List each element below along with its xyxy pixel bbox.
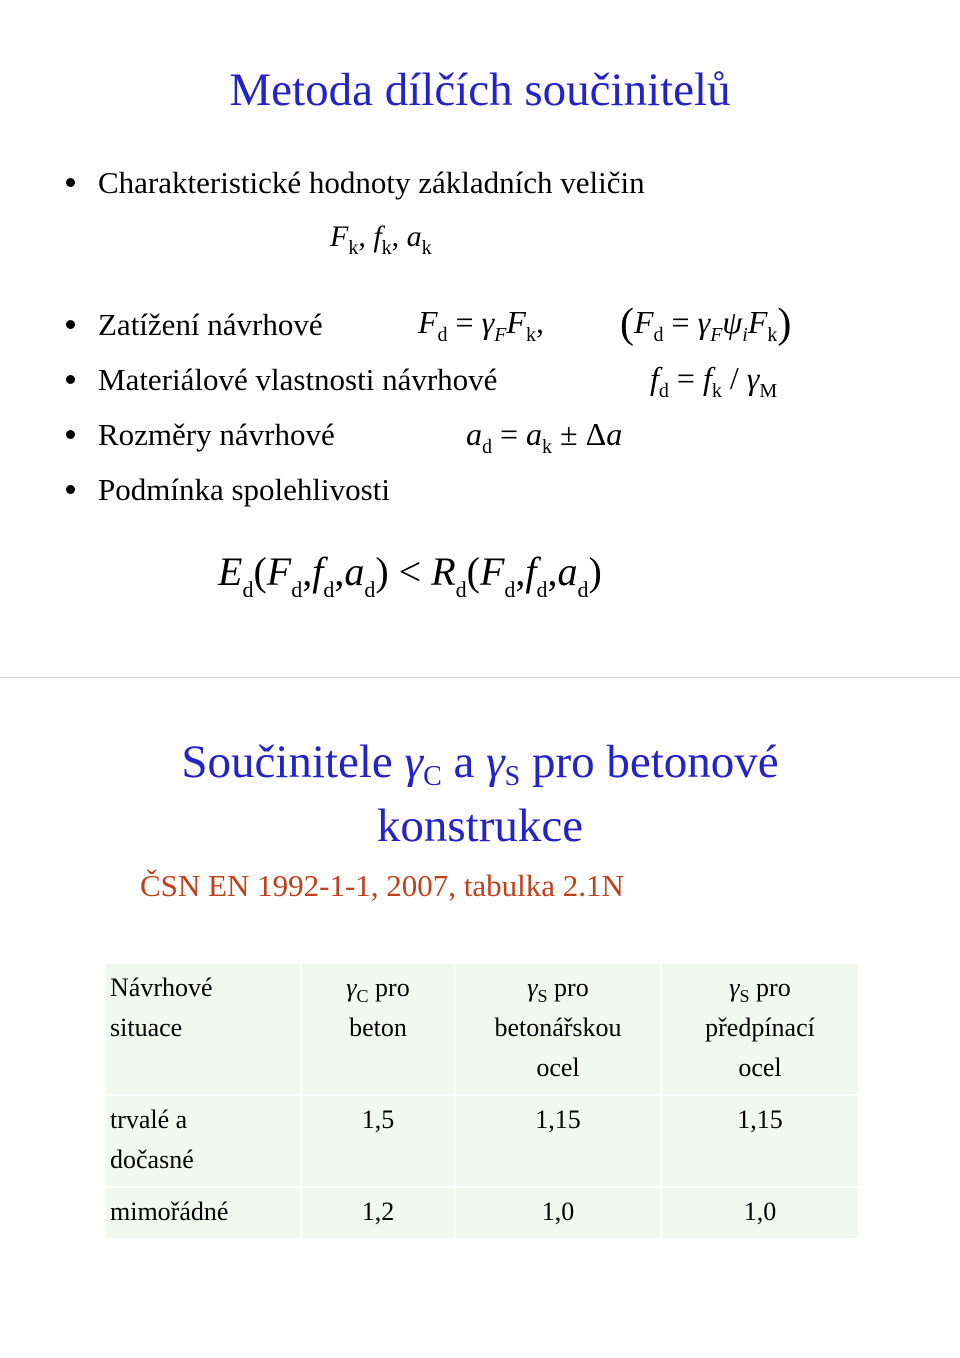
- bullet-text: Podmínka spolehlivosti: [98, 472, 390, 507]
- slide-title: Metoda dílčích součinitelů: [229, 64, 731, 116]
- subscript: S: [537, 986, 548, 1006]
- title-text: Součinitele: [181, 736, 405, 788]
- slide-2: [0, 678, 960, 1358]
- paren-left: (: [466, 549, 480, 594]
- cell-gamma-c: 1,5: [301, 1095, 455, 1187]
- cell-gamma-c: 1,2: [301, 1187, 455, 1238]
- subscript: S: [504, 761, 521, 792]
- subscript: k: [767, 324, 778, 346]
- symbol-f: f: [525, 549, 537, 594]
- header-text: pro: [547, 973, 589, 1002]
- slide-1: [0, 0, 960, 676]
- symbol-gamma: γ: [486, 736, 505, 788]
- header-text: betonářskou ocel: [494, 1013, 622, 1082]
- header-text: pro: [368, 973, 410, 1002]
- equals: =: [447, 304, 482, 340]
- paren-right: ): [777, 301, 792, 347]
- less-than: <: [388, 549, 432, 594]
- bullet-text: Zatížení návrhové: [98, 307, 323, 342]
- separator: ,: [391, 220, 407, 253]
- separator: ,: [302, 549, 313, 594]
- design-load-formula: [418, 302, 544, 346]
- symbol-a: a: [406, 220, 422, 253]
- symbol-gamma: γ: [697, 304, 711, 340]
- symbol-F: F: [506, 304, 526, 340]
- subscript: d: [437, 324, 448, 346]
- symbol-f: f: [312, 549, 324, 594]
- separator: ,: [547, 549, 558, 594]
- bullet-dot-icon: [66, 485, 75, 494]
- paren-left: (: [620, 301, 634, 347]
- symbol-a: a: [344, 549, 365, 594]
- subscript: k: [348, 237, 359, 259]
- cell-situation: trvalé a dočasné: [106, 1095, 301, 1187]
- subscript: d: [242, 577, 254, 602]
- design-load-formula-alt: [620, 301, 792, 347]
- subscript: i: [742, 324, 748, 346]
- subscript: d: [323, 577, 335, 602]
- subscript: d: [291, 577, 303, 602]
- subscript: d: [455, 577, 467, 602]
- symbol-F: F: [418, 304, 438, 340]
- cell-gamma-s-reinforcing: 1,0: [455, 1187, 661, 1238]
- title-text: pro betonové: [520, 736, 779, 788]
- subscript: d: [482, 436, 492, 458]
- paren-left: (: [253, 549, 267, 594]
- symbol-f: f: [702, 360, 712, 396]
- header-gamma-s-prestressing-steel: [661, 964, 858, 1095]
- header-text: pro: [749, 973, 791, 1002]
- table-row: [106, 1187, 858, 1238]
- symbol-R: R: [431, 549, 456, 594]
- symbol-F: F: [330, 220, 349, 253]
- symbol-F: F: [634, 304, 654, 340]
- subscript: d: [658, 380, 669, 402]
- bullet-dot-icon: [66, 320, 75, 329]
- header-gamma-s-reinforcing-steel: [455, 964, 661, 1095]
- subscript: C: [423, 761, 442, 792]
- cell-gamma-s-reinforcing: 1,15: [455, 1095, 661, 1187]
- paren-right: ): [375, 549, 389, 594]
- subscript: M: [759, 380, 778, 402]
- subscript: k: [525, 324, 536, 346]
- subscript: d: [536, 577, 548, 602]
- subscript: d: [577, 577, 589, 602]
- symbol-F: F: [479, 549, 505, 594]
- symbol-gamma: γ: [527, 973, 538, 1002]
- cell-situation: mimořádné: [106, 1187, 301, 1238]
- table-header-row: [106, 964, 858, 1095]
- bullet-dot-icon: [66, 375, 75, 384]
- table-row: [106, 1095, 858, 1187]
- symbol-gamma: γ: [481, 304, 495, 340]
- bullet-text: Rozměry návrhové: [98, 417, 335, 452]
- subscript: S: [739, 986, 750, 1006]
- standard-reference: ČSN EN 1992-1-1, 2007, tabulka 2.1N: [140, 868, 624, 903]
- subscript: k: [381, 237, 392, 259]
- dimension-formula: [466, 414, 623, 458]
- subscript: d: [653, 324, 664, 346]
- subscript: k: [542, 436, 553, 458]
- cell-gamma-s-prestressing: 1,15: [661, 1095, 858, 1187]
- equals: =: [492, 416, 527, 452]
- symbol-a: a: [606, 416, 623, 452]
- symbol-gamma: γ: [346, 973, 357, 1002]
- coefficients-table: [106, 964, 858, 1238]
- bullet-dot-icon: [66, 178, 75, 187]
- bullet-text: Charakteristické hodnoty základních veličin: [98, 165, 645, 200]
- symbol-F: F: [747, 304, 768, 340]
- header-design-situation: Návrhové situace: [106, 964, 301, 1095]
- symbol-gamma: γ: [404, 736, 424, 788]
- characteristic-values-formula: [330, 217, 432, 257]
- symbol-a: a: [526, 416, 543, 452]
- reliability-inequality: [218, 548, 602, 602]
- equals: =: [668, 360, 703, 396]
- subscript: F: [494, 324, 507, 346]
- header-gamma-c-concrete: [301, 964, 455, 1095]
- separator: ,: [334, 549, 345, 594]
- symbol-delta: Δ: [585, 416, 607, 452]
- cell-gamma-s-prestressing: 1,0: [743, 1197, 777, 1226]
- subscript: d: [504, 577, 516, 602]
- subscript: F: [710, 324, 723, 346]
- paren-right: ): [588, 549, 602, 594]
- header-text: beton: [349, 1013, 407, 1042]
- symbol-psi: ψ: [722, 304, 743, 340]
- subscript: C: [356, 986, 369, 1006]
- bullet-text: Materiálové vlastnosti návrhové: [98, 362, 498, 397]
- separator: ,: [535, 304, 544, 340]
- title-text: konstrukce: [376, 800, 584, 852]
- symbol-gamma: γ: [746, 360, 760, 396]
- slash: /: [721, 360, 747, 396]
- symbol-a: a: [557, 549, 578, 594]
- subscript: k: [711, 380, 722, 402]
- separator: ,: [515, 549, 526, 594]
- symbol-gamma: γ: [729, 973, 740, 1002]
- separator: ,: [358, 220, 374, 253]
- slide-title: [0, 730, 960, 858]
- symbol-E: E: [218, 549, 243, 594]
- title-text: a: [441, 736, 487, 788]
- symbol-f: f: [650, 360, 659, 396]
- symbol-f: f: [373, 220, 382, 253]
- subscript: k: [421, 237, 432, 259]
- bullet-dot-icon: [66, 430, 75, 439]
- plus-minus: ±: [552, 416, 586, 452]
- symbol-F: F: [266, 549, 292, 594]
- header-text: předpínací ocel: [705, 1013, 815, 1082]
- subscript: d: [364, 577, 376, 602]
- material-formula: [650, 358, 778, 402]
- equals: =: [663, 304, 698, 340]
- symbol-a: a: [466, 416, 482, 452]
